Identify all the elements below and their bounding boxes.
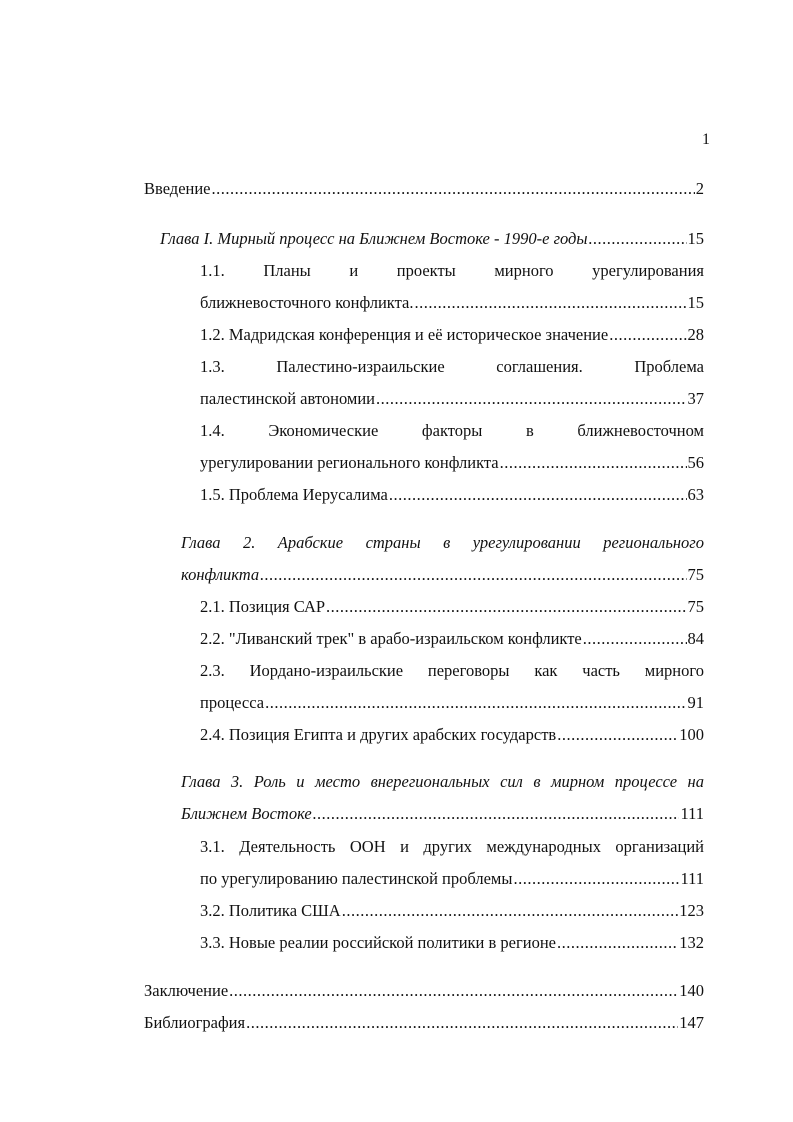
dot-leader (513, 868, 679, 890)
toc-page-number: 37 (687, 389, 704, 408)
toc-section-2-3-line1[interactable]: 2.3. Иордано-израильские переговоры как часть мирного (200, 661, 704, 680)
toc-section-title: ближневосточного конфликта. (200, 293, 414, 312)
toc-section-1-1[interactable] (200, 292, 704, 314)
toc-section-title: 1.2. Мадридская конференция и её историческое значение (200, 325, 609, 344)
dot-leader (212, 178, 695, 200)
toc-page-number: 15 (687, 229, 704, 248)
dot-leader (589, 228, 687, 250)
toc-page-number: 56 (687, 453, 704, 472)
toc-chapter-3[interactable] (181, 803, 704, 825)
dot-leader (376, 388, 687, 410)
toc-section-1-2[interactable] (200, 324, 704, 346)
toc-page-number: 75 (687, 597, 704, 616)
toc-page-number: 111 (680, 804, 704, 823)
toc-section-title: 1.5. Проблема Иерусалима (200, 485, 388, 504)
toc-section-title: 3.3. Новые реалии российской политики в регионе (200, 933, 556, 952)
toc-section-title: палестинской автономии (200, 389, 375, 408)
toc-section-title: по урегулированию палестинской проблемы (200, 869, 513, 888)
toc-section-2-2[interactable] (200, 628, 704, 650)
toc-section-title: процесса (200, 693, 265, 712)
toc-section-1-3-line1[interactable]: 1.3. Палестино-израильские соглашения. Проблема (200, 357, 704, 376)
toc-chapter-1[interactable] (160, 228, 704, 250)
toc-section-3-2[interactable] (200, 900, 704, 922)
dot-leader (342, 900, 679, 922)
dot-leader (414, 292, 686, 314)
toc-chapter-title: Ближнем Востоке (181, 804, 312, 823)
toc-section-2-4[interactable] (200, 724, 704, 746)
dot-leader (557, 724, 678, 746)
toc-section-title: 2.4. Позиция Египта и других арабских государств (200, 725, 557, 744)
toc-section-1-1-line1[interactable]: 1.1. Планы и проекты мирного урегулирования (200, 261, 704, 280)
toc-section-2-1[interactable] (200, 596, 704, 618)
toc-page-number: 140 (679, 981, 704, 1000)
toc-page-number: 84 (687, 629, 704, 648)
toc-section-title: 3.2. Политика США (200, 901, 341, 920)
toc-page-number: 15 (687, 293, 704, 312)
dot-leader (260, 564, 686, 586)
dot-leader (246, 1012, 678, 1034)
toc-section-1-5[interactable] (200, 484, 704, 506)
toc-chapter-2[interactable] (181, 564, 704, 586)
dot-leader (326, 596, 686, 618)
toc-page-number: 111 (680, 869, 704, 888)
page-number: 1 (702, 131, 710, 148)
toc-entry-intro[interactable] (144, 178, 704, 200)
dot-leader (265, 692, 686, 714)
toc-chapter-2-line1[interactable]: Глава 2. Арабские страны в урегулировании регионального (181, 533, 704, 552)
toc-section-title: 2.2. "Ливанский трек" в арабо-израильском конфликте (200, 629, 582, 648)
toc-entry-conclusion[interactable] (144, 980, 704, 1002)
toc-section-1-4-line1[interactable]: 1.4. Экономические факторы в ближневосточном (200, 421, 704, 440)
toc-chapter-title: Глава I. Мирный процесс на Ближнем Востоке - 1990-е годы (160, 229, 588, 248)
toc-page-number: 123 (679, 901, 704, 920)
toc-page-number: 75 (687, 565, 704, 584)
toc-entry-label: Заключение (144, 981, 229, 1000)
toc-page-number: 2 (695, 179, 704, 198)
dot-leader (313, 803, 680, 825)
toc-page-number: 132 (679, 933, 704, 952)
toc-entry-label: Библиография (144, 1013, 246, 1032)
toc-section-1-4[interactable] (200, 452, 704, 474)
toc-page-number: 147 (679, 1013, 704, 1032)
toc-entry-bibliography[interactable] (144, 1012, 704, 1034)
toc-chapter-title: конфликта (181, 565, 260, 584)
dot-leader (229, 980, 678, 1002)
toc-section-3-1[interactable] (200, 868, 704, 890)
toc-chapter-3-line1[interactable]: Глава 3. Роль и место внерегиональных сил в мирном процессе на (181, 772, 704, 791)
toc-page-number: 63 (687, 485, 704, 504)
dot-leader (609, 324, 686, 346)
dot-leader (557, 932, 678, 954)
toc-page-number: 28 (687, 325, 704, 344)
toc-section-title: урегулировании регионального конфликта (200, 453, 499, 472)
dot-leader (389, 484, 687, 506)
dot-leader (500, 452, 687, 474)
toc-page-number: 100 (679, 725, 704, 744)
toc-section-1-3[interactable] (200, 388, 704, 410)
toc-section-title: 2.1. Позиция САР (200, 597, 326, 616)
toc-section-3-1-line1[interactable]: 3.1. Деятельность ООН и других международных организаций (200, 837, 704, 856)
toc-section-2-3[interactable] (200, 692, 704, 714)
dot-leader (583, 628, 687, 650)
toc-page-number: 91 (687, 693, 704, 712)
toc-section-3-3[interactable] (200, 932, 704, 954)
toc-entry-label: Введение (144, 179, 211, 198)
